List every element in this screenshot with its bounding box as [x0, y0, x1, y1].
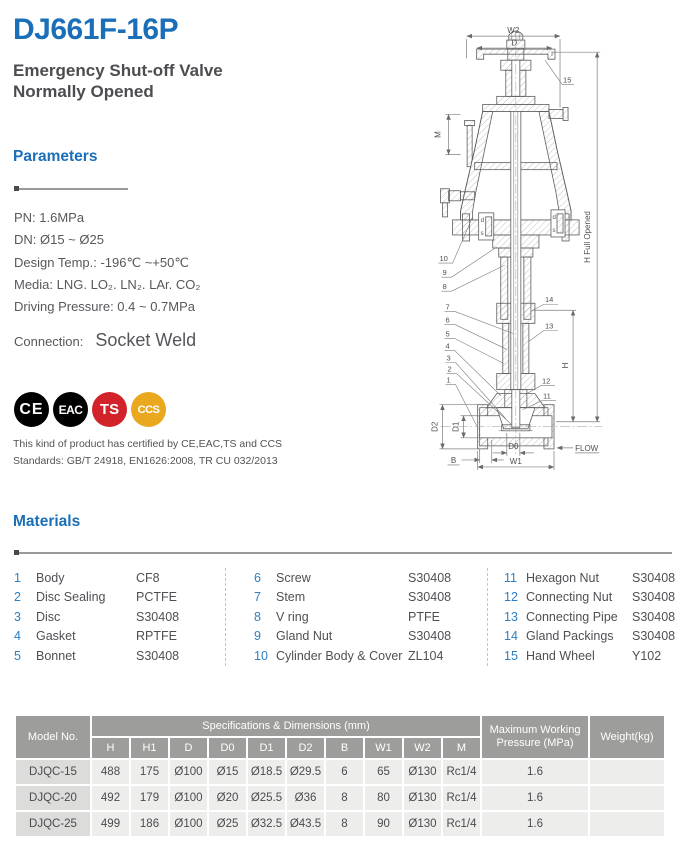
material-part-name: Stem [276, 590, 306, 605]
spec-dimensions-header: Specifications & Dimensions (mm) [92, 716, 480, 736]
materials-list [14, 568, 676, 666]
model-no-header: Model No. [16, 716, 90, 758]
dim-header-w2: W2 [404, 738, 441, 758]
spec-table-row [16, 786, 664, 810]
material-row [254, 627, 487, 647]
spec-cell: Ø18.5 [248, 760, 285, 784]
material-part-name: Disc Sealing [36, 590, 106, 605]
dim-header-m: M [443, 738, 480, 758]
material-number: 3 [14, 609, 21, 624]
spec-cell: 492 [92, 786, 129, 810]
material-row [14, 568, 225, 588]
dim-m-label: M [433, 131, 443, 138]
spec-cell: Ø15 [209, 760, 246, 784]
dim-header-d1: D1 [248, 738, 285, 758]
spec-cell: 90 [365, 812, 402, 836]
part-label-12: 12 [541, 376, 551, 386]
material-row [504, 646, 672, 666]
pressure-cell: 1.6 [482, 760, 588, 784]
materials-column-3 [488, 568, 676, 666]
materials-column-2 [226, 568, 488, 666]
material-grade: CF8 [136, 570, 160, 585]
detail-d-label: d [552, 214, 556, 221]
material-part-name: Gland Nut [276, 629, 333, 644]
connection-row [14, 330, 196, 351]
spec-cell: Ø20 [209, 786, 246, 810]
spec-table [14, 714, 666, 838]
dim-header-d2: D2 [287, 738, 324, 758]
spec-cell: 175 [131, 760, 168, 784]
weight-header: Weight(kg) [590, 716, 664, 758]
dim-header-h1: H1 [131, 738, 168, 758]
dim-header-d0: D0 [209, 738, 246, 758]
material-row [504, 568, 676, 588]
material-row [254, 646, 487, 666]
part-label-11: 11 [542, 391, 551, 401]
material-grade: PTFE [408, 609, 440, 624]
material-row [254, 568, 487, 588]
dim-w1-label: W1 [509, 456, 522, 466]
valve-technical-drawing [424, 14, 686, 476]
detail-d-label: d [480, 217, 485, 224]
parameter-line: Media: LNG. LO₂. LN₂. LAr. CO₂ [14, 276, 201, 292]
parameter-line: DN: Ø15 ~ Ø25 [14, 232, 104, 248]
dim-b-label: B [450, 455, 457, 465]
spec-cell: Ø36 [287, 786, 324, 810]
cert-logo-ce: CE [14, 392, 49, 427]
dim-w2-label: W2 [507, 26, 520, 36]
material-row [504, 607, 676, 627]
part-label-9: 9 [442, 268, 447, 278]
material-row [14, 627, 225, 647]
pressure-cell: 1.6 [482, 786, 588, 810]
parameters-heading: Parameters [13, 148, 98, 165]
material-part-name: Connecting Nut [526, 590, 613, 605]
material-grade: S30408 [632, 590, 676, 605]
material-part-name: Cylinder Body & Cover [276, 648, 403, 663]
spec-cell: 488 [92, 760, 129, 784]
parameter-line: Driving Pressure: 0.4 ~ 0.7MPa [14, 299, 195, 315]
spec-table-container [14, 714, 666, 838]
part-label-6: 6 [445, 315, 450, 325]
material-grade: S30408 [632, 609, 676, 624]
subtitle-line-1: Emergency Shut-off Valve [13, 61, 223, 80]
pressure-cell: 1.6 [482, 812, 588, 836]
part-label-1: 1 [446, 375, 451, 385]
material-grade: PCTFE [136, 590, 177, 605]
spec-cell: Ø29.5 [287, 760, 324, 784]
material-row [254, 607, 487, 627]
cert-logo-eac: EAC [53, 392, 88, 427]
material-grade: S30408 [136, 609, 180, 624]
material-grade: RPTFE [136, 629, 177, 644]
material-row [254, 588, 487, 608]
spec-cell: Ø100 [170, 812, 207, 836]
material-grade: Y102 [632, 648, 662, 663]
spec-cell: 8 [326, 786, 363, 810]
weight-cell [590, 786, 664, 810]
dim-header-b: B [326, 738, 363, 758]
max-pressure-header: Maximum Working Pressure (MPa) [482, 716, 588, 758]
model-cell: DJQC-20 [16, 786, 90, 810]
subtitle-line-2: Normally Opened [13, 82, 154, 101]
part-label-10: 10 [439, 254, 448, 264]
material-number: 14 [504, 629, 518, 644]
material-number: 4 [14, 629, 21, 644]
spec-table-row [16, 812, 664, 836]
spec-cell: 499 [92, 812, 129, 836]
spec-cell: Rc1/4 [443, 812, 480, 836]
parameter-line: PN: 1.6MPa [14, 210, 85, 225]
material-number: 7 [254, 590, 261, 605]
connection-label: Connection: [14, 334, 84, 349]
parameter-line: Design Temp.: -196℃ ~+50℃ [14, 254, 189, 270]
material-grade: S30408 [632, 570, 676, 585]
cert-logo-ts: TS [92, 392, 127, 427]
spec-cell: Rc1/4 [443, 786, 480, 810]
material-grade: S30408 [408, 590, 452, 605]
dim-d0-label: D0 [508, 441, 519, 451]
material-part-name: Screw [276, 570, 311, 585]
dim-header-h: H [92, 738, 129, 758]
weight-cell [590, 812, 664, 836]
materials-rule [14, 551, 672, 554]
connection-value: Socket Weld [95, 330, 197, 350]
spec-cell: 8 [326, 812, 363, 836]
material-number: 8 [254, 609, 261, 624]
materials-heading: Materials [13, 513, 81, 530]
material-grade: S30408 [408, 629, 452, 644]
spec-cell: Ø32.5 [248, 812, 285, 836]
material-part-name: V ring [276, 609, 309, 624]
part-label-13: 13 [544, 321, 554, 331]
spec-cell: Ø130 [404, 760, 441, 784]
dim-h-label: H [561, 362, 571, 369]
material-row [14, 607, 225, 627]
material-grade: S30408 [136, 648, 180, 663]
dim-header-w1: W1 [365, 738, 402, 758]
detail-s-label: s [480, 230, 484, 237]
weight-cell [590, 760, 664, 784]
cert-logo-ccs: CCS [131, 392, 166, 427]
spec-cell: Ø25.5 [248, 786, 285, 810]
page-title: DJ661F-16P [13, 13, 179, 46]
dim-h-full-opened-label: H Full Opened [583, 211, 593, 263]
material-number: 13 [504, 609, 518, 624]
material-part-name: Bonnet [36, 648, 76, 663]
certification-notes [13, 436, 282, 469]
material-part-name: Connecting Pipe [526, 609, 618, 624]
material-number: 11 [504, 570, 517, 585]
material-number: 15 [504, 648, 518, 663]
page-subtitle [13, 60, 223, 102]
material-number: 9 [254, 629, 261, 644]
spec-cell: 179 [131, 786, 168, 810]
part-label-15: 15 [563, 75, 572, 85]
material-number: 1 [14, 570, 21, 585]
spec-cell: Ø100 [170, 786, 207, 810]
material-number: 6 [254, 570, 261, 585]
material-part-name: Hand Wheel [526, 648, 595, 663]
material-number: 2 [14, 590, 21, 605]
model-cell: DJQC-15 [16, 760, 90, 784]
part-label-2: 2 [447, 364, 452, 374]
material-part-name: Body [36, 570, 65, 585]
material-part-name: Hexagon Nut [526, 570, 599, 585]
materials-column-1 [14, 568, 226, 666]
material-row [14, 646, 225, 666]
material-row [14, 588, 225, 608]
material-grade: S30408 [632, 629, 676, 644]
material-grade: S30408 [408, 570, 452, 585]
dim-d-label: D [511, 38, 518, 48]
spec-cell: 80 [365, 786, 402, 810]
certification-note-line: This kind of product has certified by CE,EAC,TS and CCS [13, 438, 283, 450]
spec-cell: Rc1/4 [443, 760, 480, 784]
part-label-3: 3 [446, 353, 451, 363]
material-number: 12 [504, 590, 518, 605]
spec-cell: Ø43.5 [287, 812, 324, 836]
dim-header-d: D [170, 738, 207, 758]
material-part-name: Gasket [36, 629, 76, 644]
parameters-list [14, 207, 200, 318]
certification-standards-line: Standards: GB/T 24918, EN1626:2008, TR CU 032/2013 [13, 454, 278, 467]
part-label-7: 7 [445, 302, 450, 312]
detail-s-label: s [552, 227, 556, 234]
material-row [504, 588, 676, 608]
model-cell: DJQC-25 [16, 812, 90, 836]
spec-cell: 6 [326, 760, 363, 784]
spec-cell: Ø130 [404, 786, 441, 810]
spec-cell: Ø25 [209, 812, 246, 836]
spec-cell: 186 [131, 812, 168, 836]
material-grade: ZL104 [408, 648, 444, 663]
certification-logos [14, 392, 166, 427]
dim-d2-label: D2 [430, 421, 440, 432]
spec-cell: Ø100 [170, 760, 207, 784]
parameters-rule [14, 187, 128, 190]
part-label-14: 14 [544, 295, 554, 305]
spec-cell: 65 [365, 760, 402, 784]
dim-d1-label: D1 [451, 421, 461, 432]
spec-table-row [16, 760, 664, 784]
flow-label: FLOW [575, 443, 599, 453]
spec-cell: Ø130 [404, 812, 441, 836]
material-number: 10 [254, 648, 268, 663]
material-part-name: Gland Packings [526, 629, 614, 644]
material-number: 5 [14, 648, 21, 663]
material-row [504, 627, 676, 647]
part-label-8: 8 [442, 282, 447, 292]
part-label-4: 4 [445, 341, 450, 351]
material-part-name: Disc [36, 609, 61, 624]
part-label-5: 5 [445, 329, 450, 339]
